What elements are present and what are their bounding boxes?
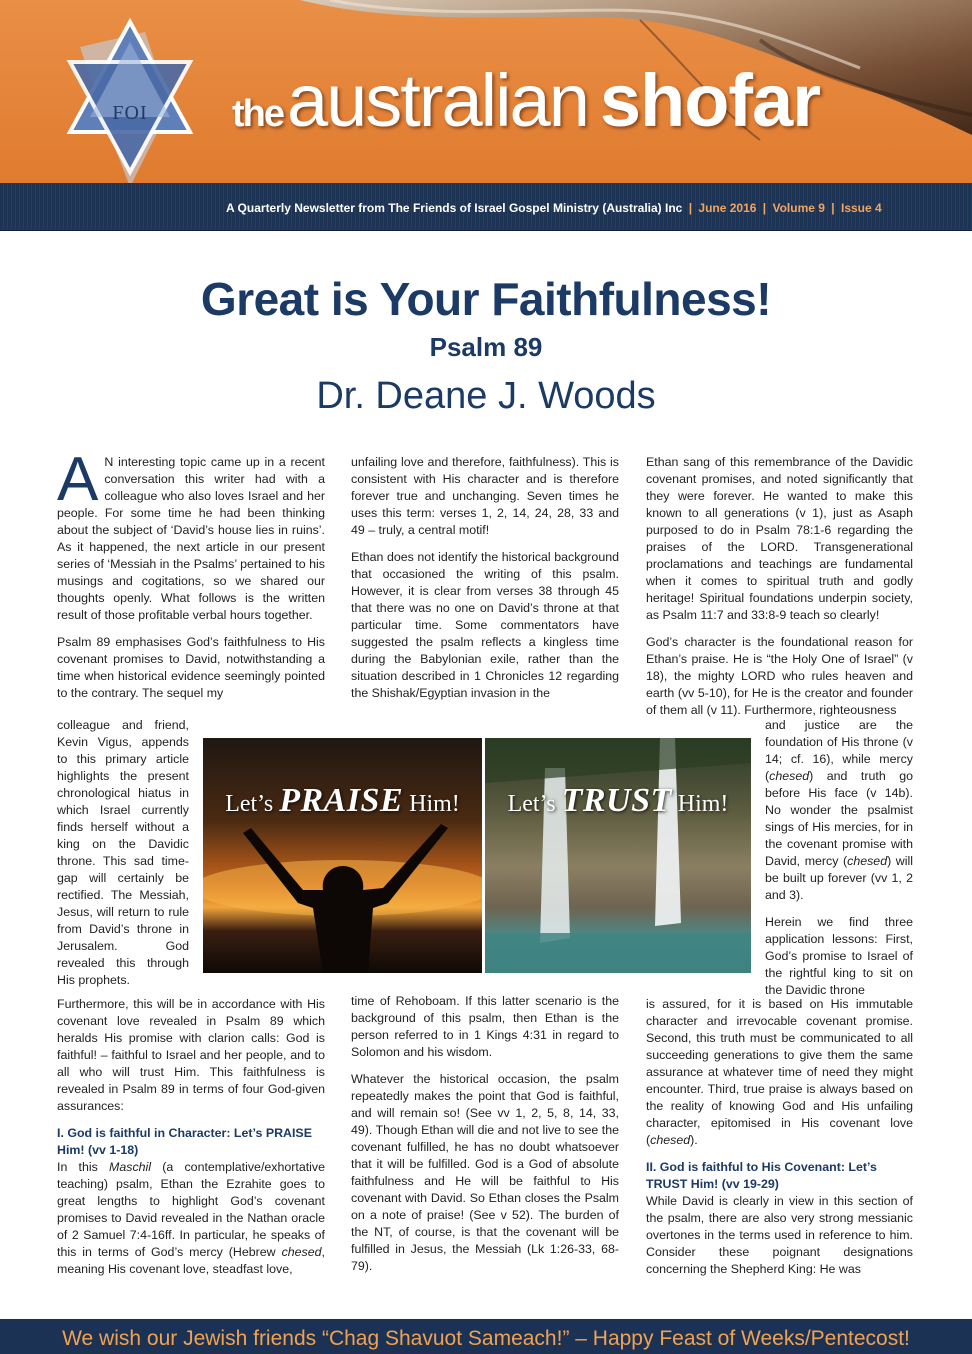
issue-date: June 2016 bbox=[698, 201, 757, 215]
text-run: is assured, for it is based on His immutable character and irrevocable covenant promise. Second, this truth must be communicated to all succeeding generations to give them the same assurance at whatever time of need they might encounter. Third, true praise is always based on the reality of knowing God and His unfailing character, epitomised in His covenant love ( bbox=[646, 997, 913, 1147]
hebrew-term: chesed bbox=[847, 854, 888, 868]
foi-logo bbox=[50, 12, 210, 183]
article-author: Dr. Deane J. Woods bbox=[316, 375, 656, 417]
masthead bbox=[0, 0, 972, 183]
title-australian: australian bbox=[287, 59, 588, 142]
column-left-bottom bbox=[57, 996, 325, 1288]
hebrew-term: Maschil bbox=[109, 1160, 152, 1174]
issue-number: Issue 4 bbox=[841, 201, 882, 215]
caption-emphasis: PRAISE bbox=[279, 782, 404, 819]
paragraph: Psalm 89 emphasises God’s faithfulness to His covenant promises to David, notwithstanding a time when historical evidence seemingly pointed to the contrary. The sequel my bbox=[57, 635, 325, 700]
column-right-wrap bbox=[765, 717, 913, 1009]
column-right-bottom bbox=[646, 996, 913, 1288]
praise-caption bbox=[203, 782, 482, 820]
paragraph: colleague and friend, Kevin Vigus, appends to this primary article highlights the present chronological hiatus in which Israel currently finds herself without a king on the Davidic throne. This sad time-gap will certainly be rectified. The Messiah, Jesus, will return to rule from David’s throne in Jerusalem. God revealed this through His prophets. bbox=[57, 718, 189, 987]
title-the: the bbox=[232, 93, 283, 135]
feature-images bbox=[203, 738, 751, 973]
trust-image bbox=[485, 738, 751, 973]
hebrew-term: chesed bbox=[650, 1133, 691, 1147]
paragraph bbox=[57, 1159, 325, 1278]
paragraph: God’s character is the foundational reason for Ethan’s praise. He is “the Holy One of Israel” (v 18), the mighty LORD who rules heaven and earth (vv 5-10), for He is the creator and founder of them all (v 11). Furthermore, righteousness bbox=[646, 635, 913, 717]
text-run: , meaning His covenant love, steadfast love, bbox=[57, 1245, 325, 1276]
footer-banner bbox=[0, 1319, 972, 1354]
paragraph bbox=[765, 717, 913, 904]
separator: | bbox=[831, 201, 835, 215]
newsletter-title bbox=[232, 58, 820, 143]
paragraph bbox=[646, 996, 913, 1149]
paragraph: While David is clearly in view in this section of the psalm, there are also very strong messianic overtones in the terms used in reference to him. Consider these poignant designations concerning the Shepherd King: He was bbox=[646, 1194, 913, 1276]
text-run: (a contemplative/exhortative teaching) psalm, Ethan the Ezrahite goes to great lengths to highlight God’s covenant promises to David revealed in the Nathan oracle of 2 Samuel 7:4-16ff. In particular, he speaks of this in terms of God’s mercy (Hebrew bbox=[57, 1160, 325, 1259]
text-run: and justice are the foundation of His throne (v 14; cf. 16), while mercy ( bbox=[765, 718, 913, 783]
praise-image bbox=[203, 738, 482, 973]
star-of-david-icon bbox=[50, 12, 210, 183]
drop-cap: A bbox=[57, 445, 99, 514]
paragraph: unfailing love and therefore, faithfulness). This is consistent with His character and is therefore forever true and unchanging. Seven times he uses this term: verses 1, 2, 14, 24, 28, 33 and 49 – truly, a central motif! bbox=[351, 455, 619, 537]
silhouette-raised-arms-icon bbox=[203, 738, 482, 973]
separator: | bbox=[688, 201, 693, 215]
caption-suffix: Him! bbox=[677, 791, 729, 817]
title-shofar: shofar bbox=[599, 59, 821, 142]
section-heading: II. God is faithful to His Covenant: Let’s TRUST Him! (vv 19-29) bbox=[646, 1160, 877, 1191]
paragraph: Ethan sang of this remembrance of the Davidic covenant promises, and noted significantly that they were forever. He wanted to make this known to all generations (v 1), just as Asaph purposed to do in Psalm 78:1-6 regarding the praises of the LORD. Transgenerational proclamations and teachings are fundamental when it comes to spiritual truth and godly heritage! Spiritual foundations underpin society, as Psalm 11:7 and 33:8-9 teach so clearly! bbox=[646, 455, 913, 622]
hebrew-term: chesed bbox=[769, 769, 810, 783]
article-title: Great is Your Faithfulness! bbox=[200, 273, 772, 325]
separator: | bbox=[762, 201, 767, 215]
logo-text: FOI bbox=[112, 102, 148, 124]
column-middle-top bbox=[351, 454, 619, 712]
section-heading: I. God is faithful in Character: Let’s PRAISE Him! (vv 1-18) bbox=[57, 1126, 312, 1157]
text-run: ). bbox=[690, 1133, 698, 1147]
waterfall-icon bbox=[485, 738, 751, 973]
newsletter-info bbox=[226, 201, 882, 215]
caption-suffix: Him! bbox=[409, 791, 460, 817]
column-left-top bbox=[57, 445, 325, 712]
paragraph-text: N interesting topic came up in a recent conversation this writer had with a colleague who also loves Israel and her people. For some time he had been thinking about the subject of ‘David’s house lies in ruins’. As it happened, the next article in our present series of ‘Messiah in the Psalms’ pertained to his musings and cogitations, so we shared our thoughts openly. What follows is the written result of those profitable verbal hours together. bbox=[57, 455, 325, 622]
hebrew-term: chesed bbox=[281, 1245, 322, 1259]
caption-prefix: Let’s bbox=[507, 791, 556, 817]
footer-greeting: We wish our Jewish friends “Chag Shavuot Sameach!” – Happy Feast of Weeks/Pentecost! bbox=[62, 1327, 910, 1350]
paragraph: Ethan does not identify the historical background that occasioned the writing of this psalm. However, it is clear from verses 38 through 45 that there was no one on David’s throne at that particular time. Some commentators have suggested the psalm reflects a kingless time during the Babylonian exile, rather than the situation described in 1 Chronicles 12 regarding the Shishak/Egyptian invasion in the bbox=[351, 550, 619, 700]
text-run: ) and truth go before His face (v 14b). No wonder the psalmist sings of His mercies, for in the covenant promise with David, mercy ( bbox=[765, 769, 913, 868]
column-middle-bottom bbox=[351, 993, 619, 1285]
paragraph: Whatever the historical occasion, the psalm repeatedly makes the point that God is faithful, and will remain so! (See vv 1, 2, 5, 8, 14, 33, 49). Though Ethan will die and not live to see the covenant fulfilled, he has no doubt whatsoever that it will be fulfilled. God is a God of absolute faithfulness and He will be faithful to His covenant with David. So Ethan closes the Psalm on a note of praise! (See v 52). The burden of the NT, of course, is that the covenant will be fulfilled in Jesus, the Messiah (Lk 1:26-33, 68-79). bbox=[351, 1072, 619, 1273]
caption-prefix: Let’s bbox=[225, 791, 274, 817]
caption-emphasis: TRUST bbox=[561, 782, 672, 819]
publisher-text: A Quarterly Newsletter from The Friends of Israel Gospel Ministry (Australia) Inc bbox=[226, 201, 683, 215]
article-subtitle: Psalm 89 bbox=[429, 332, 543, 362]
paragraph: Furthermore, this will be in accordance with His covenant love revealed in Psalm 89 which heralds His promise with clarion calls: God is faithful! – faithful to Israel and her people, and to all who will trust Him. This faithfulness is revealed in Psalm 89 in terms of four God-given assurances: bbox=[57, 997, 325, 1113]
column-left-wrap bbox=[57, 717, 189, 999]
paragraph: time of Rehoboam. If this latter scenario is the background of this psalm, then Ethan is the person referred to in 1 Kings 4:31 in regard to Solomon and his wisdom. bbox=[351, 994, 619, 1059]
newsletter-info-bar bbox=[0, 183, 972, 231]
column-right-top bbox=[646, 454, 913, 729]
paragraph bbox=[57, 445, 325, 624]
text-run: In this bbox=[57, 1160, 110, 1174]
text-run: ) will be built up forever (vv 1, 2 and 3). bbox=[765, 854, 913, 902]
paragraph: Herein we find three application lessons: First, God’s promise to Israel of the rightful king to sit on the Davidic throne bbox=[765, 915, 913, 997]
volume-number: Volume 9 bbox=[772, 201, 825, 215]
trust-caption bbox=[485, 782, 751, 820]
